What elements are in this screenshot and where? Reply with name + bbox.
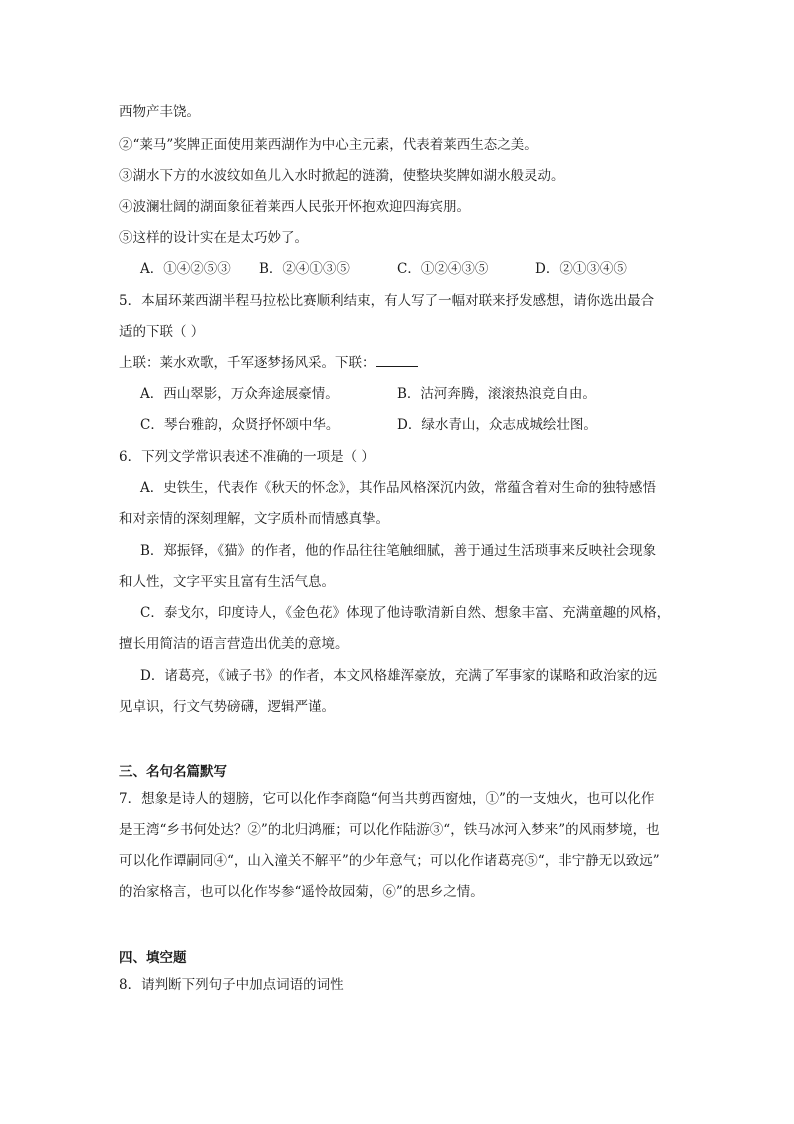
q6-option-d: D．诸葛亮，《诫子书》的作者，本文风格雄浑豪放，充满了军事家的谋略和政治家的远 bbox=[140, 668, 658, 684]
q5-option-d: D．绿水青山，众志成城绘壮图。 bbox=[397, 417, 597, 433]
q4-option-c: C．①②④③⑤ bbox=[397, 261, 489, 277]
q5-couplet bbox=[119, 354, 418, 372]
text-line: 西物产丰饶。 bbox=[119, 104, 200, 120]
couplet-text: 上联：莱水欢歌，千军逐梦扬风采。下联： bbox=[119, 355, 376, 371]
q6-option-b-cont: 和人性，文字平实且富有生活气息。 bbox=[119, 574, 335, 590]
q4-option-a: A．①④②⑤③ bbox=[140, 261, 231, 277]
q8-stem: 8．请判断下列句子中加点词语的词性 bbox=[119, 977, 344, 993]
q7-line: 7．想象是诗人的翅膀，它可以化作李商隐“何当共剪西窗烛，①”的一支烛火，也可以化作 bbox=[119, 791, 655, 807]
q4-option-d: D．②①③④⑤ bbox=[535, 261, 627, 277]
q6-option-d-cont: 见卓识，行文气势磅礴，逻辑严谨。 bbox=[119, 699, 335, 715]
q5-option-c: C．琴台雅韵，众贤抒怀颂中华。 bbox=[140, 417, 340, 433]
q7-line: 的治家格言，也可以化作岑参“遥怜故园菊，⑥”的思乡之情。 bbox=[119, 884, 484, 900]
q6-option-c: C．泰戈尔，印度诗人，《金色花》体现了他诗歌清新自然、想象丰富、充满童趣的风格， bbox=[140, 605, 671, 621]
q6-stem: 6．下列文学常识表述不准确的一项是（ ） bbox=[119, 449, 375, 465]
text-line: ②“莱马”奖牌正面使用莱西湖作为中心主元素，代表着莱西生态之美。 bbox=[119, 137, 538, 153]
text-line: ③湖水下方的水波纹如鱼儿入水时掀起的涟漪，使整块奖牌如湖水般灵动。 bbox=[119, 168, 565, 184]
section-heading: 三、名句名篇默写 bbox=[119, 764, 227, 780]
q7-line: 可以化作谭嗣同④“，山入潼关不解平”的少年意气；可以化作诸葛亮⑤“，非宁静无以致远” bbox=[119, 853, 660, 869]
section-heading: 四、填空题 bbox=[119, 950, 187, 966]
q5-option-a: A．西山翠影，万众奔途展豪情。 bbox=[140, 386, 339, 402]
text-line: ⑤这样的设计实在是太巧妙了。 bbox=[119, 230, 308, 246]
text-line: ④波澜壮阔的湖面象征着莱西人民张开怀抱欢迎四海宾朋。 bbox=[119, 199, 470, 215]
q6-option-b: B．郑振铎，《猫》的作者，他的作品往往笔触细腻，善于通过生活琐事来反映社会现象 bbox=[140, 543, 657, 559]
q7-line: 是王湾“乡书何处达？②”的北归鸿雁；可以化作陆游③“，铁马冰河入梦来”的风雨梦境，也 bbox=[119, 822, 660, 838]
q6-option-c-cont: 擅长用简洁的语言营造出优美的意境。 bbox=[119, 636, 349, 652]
q5-stem: 5．本届环莱西湖半程马拉松比赛顺利结束，有人写了一幅对联来抒发感想，请你选出最合 bbox=[119, 293, 655, 309]
q5-option-b: B．沽河奔腾，滚滚热浪竞自由。 bbox=[397, 386, 596, 402]
q4-option-b: B．②④①③⑤ bbox=[259, 261, 350, 277]
answer-blank bbox=[376, 354, 418, 367]
q6-option-a: A．史铁生，代表作《秋天的怀念》，其作品风格深沉内敛，常蕴含着对生命的独特感悟 bbox=[140, 480, 656, 496]
q6-option-a-cont: 和对亲情的深刻理解，文字质朴而情感真挚。 bbox=[119, 511, 389, 527]
q5-stem-cont: 适的下联（ ） bbox=[119, 324, 205, 340]
